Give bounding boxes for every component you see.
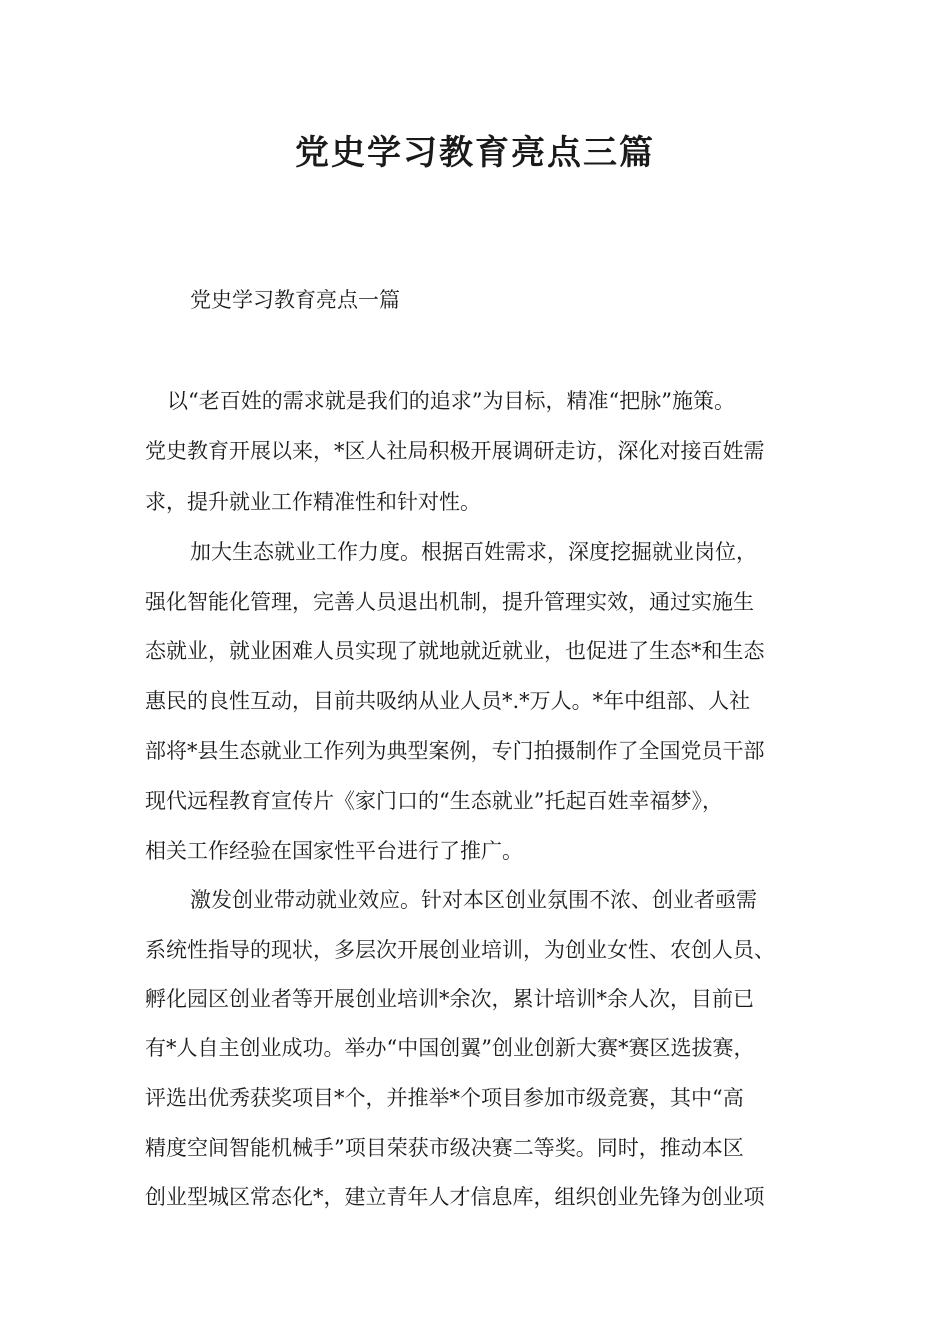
- section-heading: 党史学习教育亮点一篇: [190, 288, 400, 312]
- paragraph-line: 态就业，就业困难人员实现了就地就近就业，也促进了生态*和生态: [145, 639, 765, 663]
- paragraph-line: 创业型城区常态化*，建立青年人才信息库，组织创业先锋为创业项: [145, 1185, 765, 1209]
- paragraph-line: 部将*县生态就业工作列为典型案例，专门拍摄制作了全国党员干部: [145, 739, 765, 763]
- paragraph-line: 评选出优秀获奖项目*个，并推举*个项目参加市级竞赛，其中“高: [145, 1086, 744, 1110]
- paragraph-line: 系统性指导的现状，多层次开展创业培训，为创业女性、农创人员、: [145, 938, 775, 962]
- paragraph-line: 党史教育开展以来，*区人社局积极开展调研走访，深化对接百姓需: [145, 439, 765, 463]
- paragraph-line: 惠民的良性互动，目前共吸纳从业人员*.*万人。*年中组部、人社: [145, 689, 751, 713]
- paragraph-line: 强化智能化管理，完善人员退出机制，提升管理实效，通过实施生: [145, 590, 754, 614]
- paragraph-line: 精度空间智能机械手”项目荣获市级决赛二等奖。同时，推动本区: [145, 1136, 744, 1160]
- paragraph-line: 孵化园区创业者等开展创业培训*余次，累计培训*余人次，目前已: [145, 987, 754, 1011]
- page-title: 党史学习教育亮点三篇: [295, 133, 655, 173]
- paragraph-line: 激发创业带动就业效应。针对本区创业氛围不浓、创业者亟需: [190, 888, 757, 912]
- paragraph-line: 有*人自主创业成功。举办“中国创翼”创业创新大赛*赛区选拔赛，: [145, 1036, 755, 1060]
- paragraph-line: 加大生态就业工作力度。根据百姓需求，深度挖掘就业岗位，: [190, 540, 757, 564]
- paragraph-line: 相关工作经验在国家性平台进行了推广。: [145, 839, 523, 863]
- paragraph-line: 以“老百姓的需求就是我们的追求”为目标，精准“把脉”施策。: [167, 389, 735, 413]
- paragraph-line: 现代远程教育宣传片《家门口的“生态就业”托起百姓幸福梦》，: [145, 789, 723, 813]
- paragraph-line: 求，提升就业工作精准性和针对性。: [145, 490, 481, 514]
